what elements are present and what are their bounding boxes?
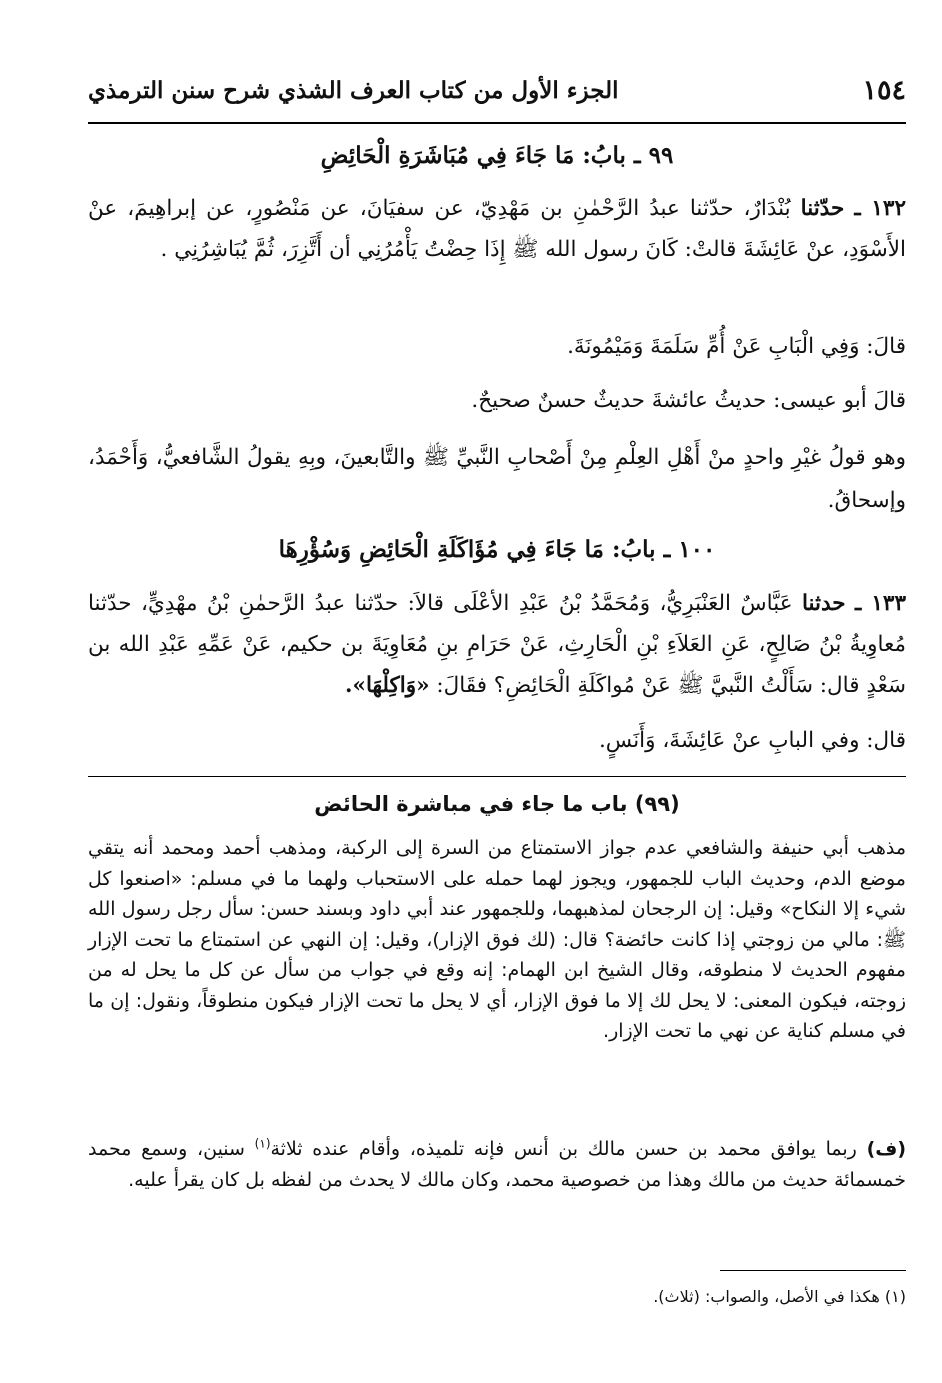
hadith-keyword: حدثنا	[801, 591, 846, 616]
paragraph-text: ربما يوافق محمد بن حسن مالك بن أنس فإنه تلميذه، وأقام عنده ثلاثة	[270, 1138, 857, 1160]
running-title: الجزء الأول من كتاب العرف الشذي شرح سنن الترمذي	[88, 76, 619, 104]
hadith-132	[88, 188, 906, 270]
qala-wafi-133: قال: وفي البابِ عنْ عَائِشَةَ، وَأَنَسٍ.	[598, 728, 906, 753]
commentary-paragraph-2	[88, 1134, 906, 1195]
chapter-heading-99: ٩٩ ـ بابُ: مَا جَاءَ فِي مُبَاشَرَةِ الْحَائِضِ	[320, 142, 674, 169]
footnote-rule	[720, 1270, 906, 1271]
header-rule	[88, 122, 906, 124]
page-number: ١٥٤	[862, 74, 906, 106]
paragraph-text: سنين، وسمع محمد خمسمائة حديث من مالك وهذا من خصوصية محمد، وكان مالك لا يحدث من لفظه بل كان يقرأ عليه.	[88, 1138, 906, 1191]
hadith-keyword: حدّثنا	[800, 196, 845, 221]
chapter-heading-100: ١٠٠ ـ بابُ: مَا جَاءَ فِي مُؤَاكَلَةِ الْحَائِضِ وَسُؤْرِهَا	[278, 536, 716, 563]
page-header	[88, 70, 906, 110]
qawl-132: وهو قولُ غيْرِ واحدٍ منْ أَهْلِ العِلْمِ مِنْ أَصْحابِ النَّبيِّ ﷺ والتَّابعينَ، وبِهِ يقولُ الشَّافعيُّ، وَأَحْمَدُ، وإسحاقُ.	[88, 445, 906, 513]
abu-isa-132: قالَ أبو عيسى: حديثُ عائشةَ حديثٌ حسنٌ صحيحٌ.	[471, 388, 906, 413]
footnote-ref: (١)	[254, 1136, 271, 1151]
fa-label: (ف)	[866, 1138, 907, 1160]
commentary-heading: (٩٩) باب ما جاء في مباشرة الحائض	[314, 792, 680, 816]
hadith-text: عَبَّاسٌ العَنْبَرِيُّ، وَمُحَمَّدُ بْنُ عَبْدِ الأعْلَى قالاَ: حدّثنا عبدُ الرَّحمٰنِ بْنُ مهْدِيٍّ، حدّثنا مُعاوِيةُ بْنُ صَالِحٍ، عَنِ العَلاَءِ بْنِ الْحَارِثِ، عَنْ حَرَامِ بنِ مُعَاوِيَةَ بن حكيم، عَنْ عَمِّهِ عَبْدِ الله بن سَعْدٍ قال: سَأَلْتُ النَّبيَّ ﷺ عَنْ مُواكَلَةِ الْحَائِضِ؟ فقَالَ:	[88, 591, 906, 698]
commentary-divider	[88, 776, 906, 777]
qala-wafi-132: قالَ: وَفِي الْبَابِ عَنْ أُمِّ سَلَمَةَ وَمَيْمُونَةَ.	[567, 334, 906, 359]
hadith-number: ١٣٣ ـ	[854, 591, 907, 616]
hadith-133	[88, 583, 906, 706]
hadith-answer: «وَاكِلْهَا».	[345, 673, 430, 698]
commentary-paragraph-1: مذهب أبي حنيفة والشافعي عدم جواز الاستمتاع من السرة إلى الركبة، ومذهب أحمد ومحمد أنه يتقي موضع الدم، وحديث الباب للجمهور، ويجوز لهما حمله على الاستحباب ولهما ما في مسلم: «اصنعوا كل شيء إلا النكاح» وقيل: إن الرجحان لمذهبهما، وللجمهور عند أبي داود وبسند حسن: سأل رجل رسول الله ﷺ: مالي من زوجتي إذا كانت حائضة؟ قال: (لك فوق الإزار)، وقيل: إن النهي عن استمتاع ما تحت الإزار مفهوم الحديث لا منطوقه، وقال الشيخ ابن الهمام: إنه وقع في جواب من سأل عن كل ما يحل له من زوجته، فيكون المعنى: لا يحل لك إلا ما فوق الإزار، أي لا يحل ما تحت الإزار فيكون منطوقاً، ونقول: إن ما في مسلم كناية عن نهي ما تحت الإزار.	[88, 837, 906, 1042]
hadith-number: ١٣٢ ـ	[854, 196, 906, 221]
hadith-text: بُنْدَارٌ، حدّثنا عبدُ الرَّحْمٰنِ بن مَهْدِيّ، عن سفيَانَ، عن مَنْصُورٍ، عن إبراهِيمَ، عنْ الأَسْوَدِ، عنْ عَائِشَةَ قالتْ: كَانَ رسول الله ﷺ إِذَا حِضْتُ يَأْمُرُنِي أن أَتَّزِرَ، ثُمَّ يُبَاشِرُنِي .	[88, 196, 906, 262]
footnote: (١) هكذا في الأصل، والصواب: (ثلاث).	[653, 1287, 906, 1306]
